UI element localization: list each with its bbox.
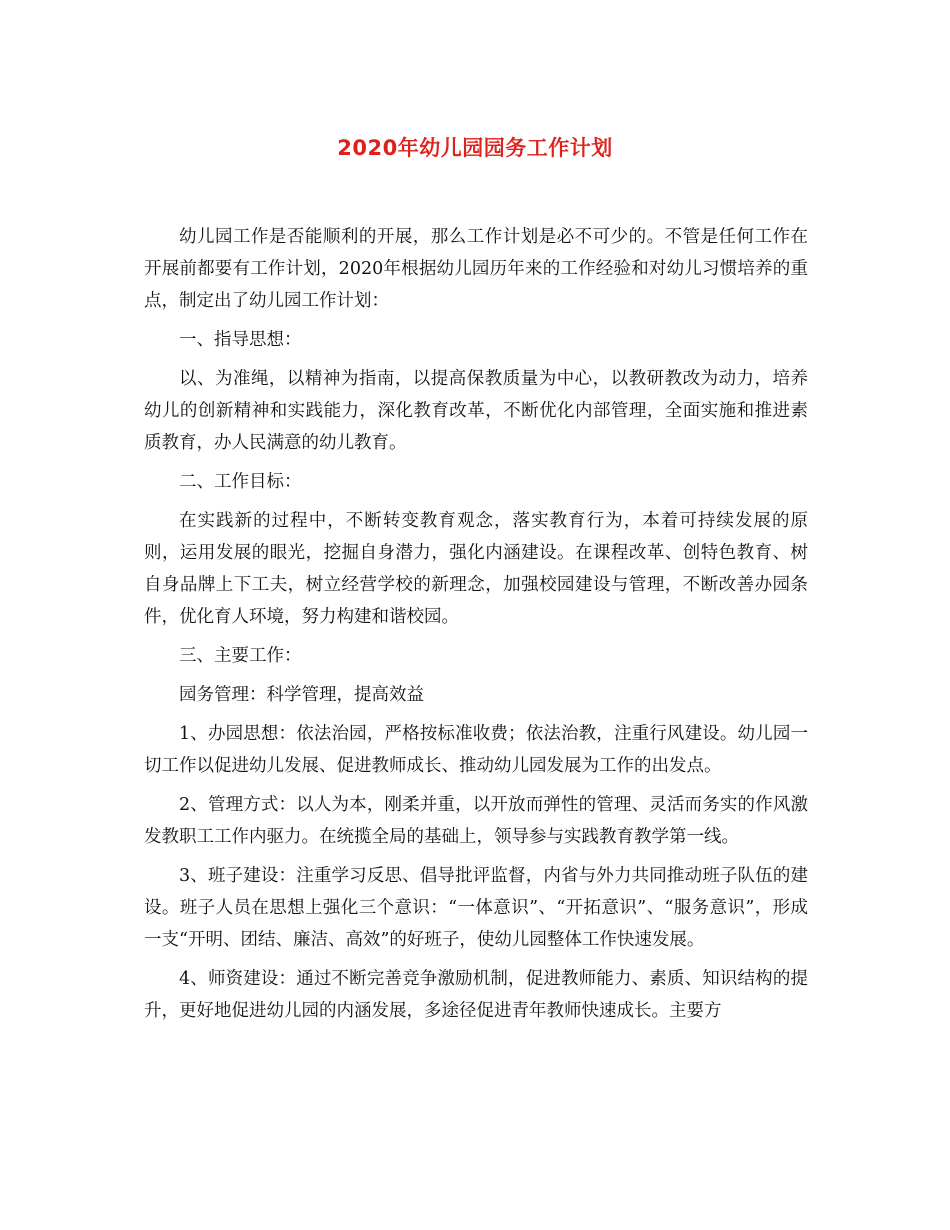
item-2-paragraph: 2、管理方式：以人为本，刚柔并重，以开放而弹性的管理、灵活而务实的作风激发教职工工作内驱力。在统揽全局的基础上，领导参与实践教育教学第一线。	[144, 795, 808, 847]
item-3-paragraph: 3、班子建设：注重学习反思、倡导批评监督，内省与外力共同推动班子队伍的建设。班子人员在思想上强化三个意识：“一体意识”、“开拓意识”、“服务意识”，形成一支“开明、团结、廉洁、高效”的好班子，使幼儿园整体工作快速发展。	[144, 866, 808, 950]
section-heading-main-work: 三、主要工作：	[179, 646, 302, 666]
item-1-paragraph: 1、办园思想：依法治园，严格按标准收费；依法治教，注重行风建设。幼儿园一切工作以促进幼儿发展、促进教师成长、推动幼儿园发展为工作的出发点。	[144, 724, 808, 776]
section-heading-guiding-ideology: 一、指导思想：	[179, 330, 302, 350]
work-goals-paragraph: 在实践新的过程中，不断转变教育观念，落实教育行为，本着可持续发展的原则，运用发展的眼光，挖掘自身潜力，强化内涵建设。在课程改革、创特色教育、树自身品牌上下工夫，树立经营学校的新理念，加强校园建设与管理，不断改善办园条件，优化育人环境，努力构建和谐校园。	[144, 511, 808, 627]
document-title: 2020年幼儿园园务工作计划	[337, 136, 613, 160]
guiding-ideology-paragraph: 以、为准绳，以精神为指南，以提高保教质量为中心，以教研教改为动力，培养幼儿的创新精神和实践能力，深化教育改革，不断优化内部管理，全面实施和推进素质教育，办人民满意的幼儿教育。	[144, 369, 808, 453]
item-4-paragraph: 4、师资建设：通过不断完善竞争激励机制，促进教师能力、素质、知识结构的提升，更好地促进幼儿园的内涵发展，多途径促进青年教师快速成长。主要方	[144, 969, 808, 1021]
section-heading-work-goals: 二、工作目标：	[179, 472, 302, 492]
document-body	[144, 221, 808, 1034]
subheading-garden-management: 园务管理：科学管理，提高效益	[179, 685, 424, 705]
intro-paragraph: 幼儿园工作是否能顺利的开展，那么工作计划是必不可少的。不管是任何工作在开展前都要有工作计划，2020年根据幼儿园历年来的工作经验和对幼儿习惯培养的重点，制定出了幼儿园工作计划：	[144, 227, 808, 311]
